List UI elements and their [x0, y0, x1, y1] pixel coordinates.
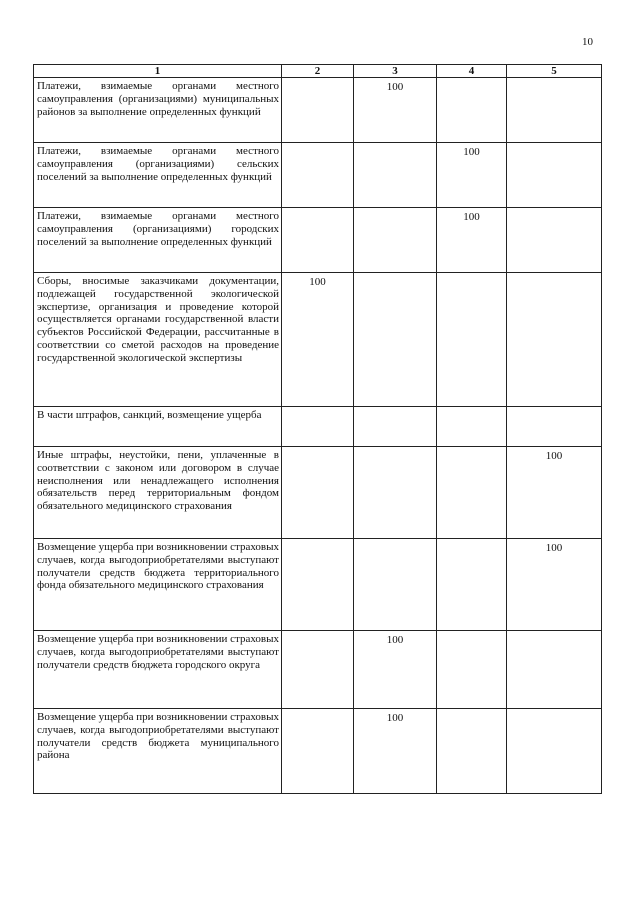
row-value-col3 — [354, 273, 437, 407]
row-value-col5 — [507, 631, 602, 709]
row-value-col4 — [437, 631, 507, 709]
header-cell-1: 1 — [34, 65, 282, 78]
table-row — [34, 143, 602, 208]
row-value-col2 — [282, 709, 354, 794]
row-value-col3 — [354, 143, 437, 208]
row-description: Возмещение ущерба при возникновении страховых случаев, когда выгодоприобретателями выступают получатели средств бюджета городского округа — [34, 631, 282, 709]
row-value-col2 — [282, 631, 354, 709]
table-row — [34, 78, 602, 143]
row-value-col2 — [282, 447, 354, 539]
row-value-col4 — [437, 407, 507, 447]
row-value-col4 — [437, 273, 507, 407]
row-description: Платежи, взимаемые органами местного самоуправления (организациями) сельских поселений за выполнение определенных функций — [34, 143, 282, 208]
table-row — [34, 709, 602, 794]
row-value-col5 — [507, 273, 602, 407]
row-description: Платежи, взимаемые органами местного самоуправления (организациями) муниципальных районов за выполнение определенных функций — [34, 78, 282, 143]
row-value-col2 — [282, 78, 354, 143]
row-value-col3 — [354, 447, 437, 539]
table-row — [34, 208, 602, 273]
row-value-col4 — [437, 709, 507, 794]
row-value-col4 — [437, 539, 507, 631]
budget-table — [33, 64, 602, 794]
row-value-col3 — [354, 208, 437, 273]
row-value-col3: 100 — [354, 709, 437, 794]
row-value-col4 — [437, 447, 507, 539]
header-cell-4: 4 — [437, 65, 507, 78]
page-number: 10 — [582, 36, 593, 48]
row-description: Возмещение ущерба при возникновении страховых случаев, когда выгодоприобретателями выступают получатели средств бюджета муниципального района — [34, 709, 282, 794]
header-row — [34, 65, 602, 78]
table-row — [34, 273, 602, 407]
row-value-col4: 100 — [437, 143, 507, 208]
table-row — [34, 447, 602, 539]
row-description: Иные штрафы, неустойки, пени, уплаченные в соответствии с законом или договором в случае неисполнения или ненадлежащего исполнения обязательств перед территориальным фондом обязательного медицинского страхования — [34, 447, 282, 539]
row-value-col5 — [507, 78, 602, 143]
row-value-col3: 100 — [354, 631, 437, 709]
table-row — [34, 631, 602, 709]
row-value-col2: 100 — [282, 273, 354, 407]
row-value-col5: 100 — [507, 447, 602, 539]
row-description: Сборы, вносимые заказчиками документации, подлежащей государственной экологической экспертизе, организация и проведение которой осуществляется органами государственной власти субъектов Российской Федерации, рассчитанные в соответствии со сметой расходов на проведение государственной экологической экспертизы — [34, 273, 282, 407]
row-value-col4 — [437, 78, 507, 143]
row-value-col5 — [507, 407, 602, 447]
row-value-col2 — [282, 539, 354, 631]
row-value-col4: 100 — [437, 208, 507, 273]
row-value-col2 — [282, 407, 354, 447]
table-row — [34, 407, 602, 447]
table-row — [34, 539, 602, 631]
row-value-col3: 100 — [354, 78, 437, 143]
header-cell-3: 3 — [354, 65, 437, 78]
row-value-col2 — [282, 208, 354, 273]
row-value-col3 — [354, 539, 437, 631]
row-value-col2 — [282, 143, 354, 208]
header-cell-2: 2 — [282, 65, 354, 78]
row-value-col5 — [507, 143, 602, 208]
row-description: Возмещение ущерба при возникновении страховых случаев, когда выгодоприобретателями выступают получатели средств бюджета территориального фонда обязательного медицинского страхования — [34, 539, 282, 631]
row-description: В части штрафов, санкций, возмещение ущерба — [34, 407, 282, 447]
row-description: Платежи, взимаемые органами местного самоуправления (организациями) городских поселений за выполнение определенных функций — [34, 208, 282, 273]
row-value-col3 — [354, 407, 437, 447]
header-cell-5: 5 — [507, 65, 602, 78]
row-value-col5 — [507, 208, 602, 273]
row-value-col5 — [507, 709, 602, 794]
row-value-col5: 100 — [507, 539, 602, 631]
